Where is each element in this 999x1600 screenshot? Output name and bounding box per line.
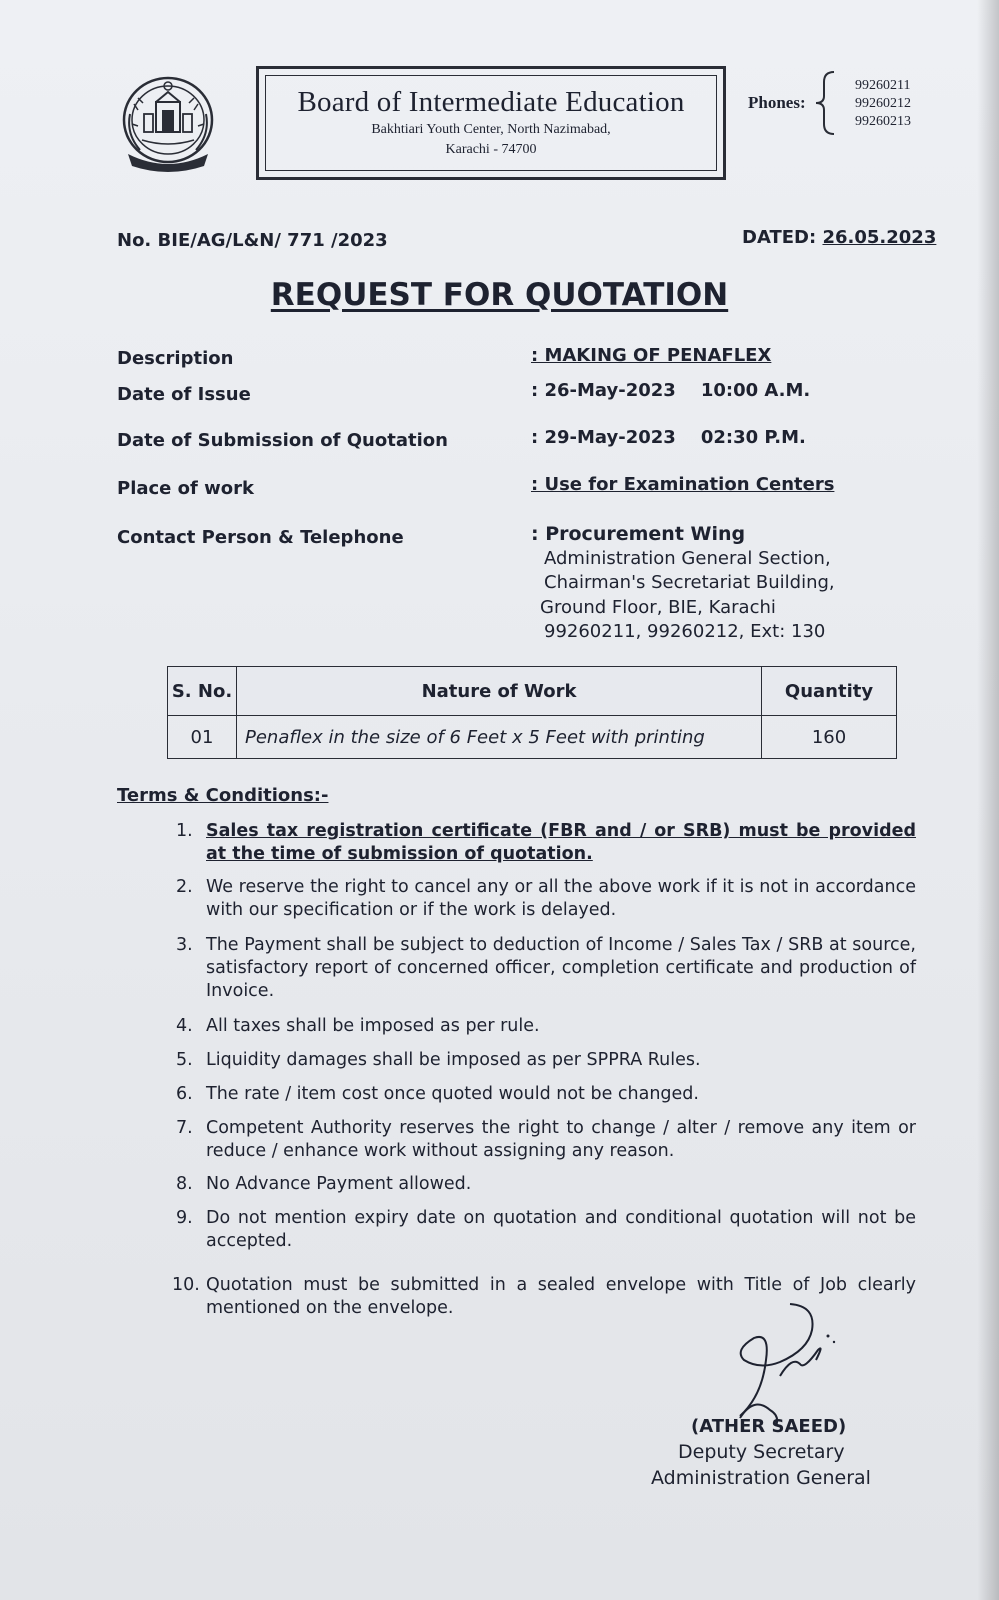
column-header-sno: S. No. — [168, 667, 237, 716]
term-text: No Advance Payment allowed. — [206, 1174, 472, 1194]
description-value: : MAKING OF PENAFLEX — [531, 345, 772, 366]
term-text: We reserve the right to cancel any or all the above work if it is not in accordance with our specification or if the work is delayed. — [206, 877, 916, 920]
organization-address-line2: Karachi - 74700 — [445, 142, 537, 157]
term-text: Competent Authority reserves the right to change / alter / remove any item or reduce / enhance work without assigning any reason. — [206, 1118, 916, 1161]
term-text: Liquidity damages shall be imposed as per SPPRA Rules. — [206, 1050, 701, 1070]
contact-line: 99260211, 99260212, Ext: 130 — [544, 621, 826, 642]
cell-sno: 01 — [168, 716, 237, 759]
submission-date-value: : 29-May-2023 02:30 P.M. — [531, 427, 806, 448]
term-item — [176, 1083, 916, 1106]
place-of-work-value: : Use for Examination Centers — [531, 474, 835, 495]
phone-numbers — [855, 77, 911, 131]
contact-line: Ground Floor, BIE, Karachi — [540, 597, 776, 618]
contact-label: Contact Person & Telephone — [117, 527, 404, 548]
contact-line: Administration General Section, — [544, 548, 831, 569]
reference-number: No. BIE/AG/L&N/ 771 /2023 — [117, 230, 388, 251]
term-text: The Payment shall be subject to deduction of Income / Sales Tax / SRB at source, satisfactory report of concerned officer, completion certificate and production of Invoice. — [206, 935, 916, 1001]
issue-date-label: Date of Issue — [117, 384, 251, 405]
place-of-work-label: Place of work — [117, 478, 254, 499]
work-table — [167, 666, 897, 759]
term-number: 1. — [176, 821, 193, 841]
term-number: 8. — [176, 1174, 193, 1194]
term-item — [176, 876, 916, 922]
table-row — [168, 716, 897, 759]
term-number: 2. — [176, 877, 193, 897]
term-item — [176, 1015, 916, 1038]
contact-line: Chairman's Secretariat Building, — [544, 572, 835, 593]
document-title — [0, 277, 999, 313]
term-text: Quotation must be submitted in a sealed envelope with Title of Job clearly mentioned on the envelope. — [206, 1275, 916, 1318]
term-number: 10. — [172, 1275, 200, 1295]
signatory-name: (ATHER SAEED) — [691, 1416, 847, 1437]
phone-number: 99260212 — [855, 96, 911, 111]
dated-value: 26.05.2023 — [822, 227, 937, 248]
term-number: 3. — [176, 935, 193, 955]
contact-value: : Procurement Wing — [531, 523, 746, 545]
document-title-text: REQUEST FOR QUOTATION — [270, 277, 729, 313]
signatory-title: Deputy Secretary — [678, 1441, 845, 1463]
phones-label: Phones: — [748, 93, 806, 112]
term-text: Sales tax registration certificate (FBR and / or SRB) must be provided at the time of submission of quotation. — [206, 821, 916, 864]
board-logo-icon — [120, 74, 216, 176]
term-number: 7. — [176, 1118, 193, 1138]
term-number: 6. — [176, 1084, 193, 1104]
term-number: 9. — [176, 1208, 193, 1228]
term-item — [176, 1207, 916, 1253]
curly-brace-icon — [812, 70, 838, 136]
organization-name: Board of Intermediate Education — [297, 86, 685, 118]
description-label: Description — [117, 348, 234, 369]
term-text: Do not mention expiry date on quotation and conditional quotation will not be accepted. — [206, 1208, 916, 1251]
term-number: 5. — [176, 1050, 193, 1070]
term-text: All taxes shall be imposed as per rule. — [206, 1016, 540, 1036]
submission-date-label: Date of Submission of Quotation — [117, 430, 448, 451]
term-item — [176, 934, 916, 1003]
dated — [742, 227, 936, 248]
term-item — [176, 1173, 916, 1196]
signatory-department: Administration General — [651, 1467, 871, 1489]
page-edge-shadow — [977, 0, 999, 1600]
term-item — [176, 1049, 916, 1072]
phone-number: 99260213 — [855, 114, 911, 129]
cell-quantity: 160 — [762, 716, 897, 759]
letterhead-box — [256, 66, 726, 180]
term-number: 4. — [176, 1016, 193, 1036]
term-item — [176, 820, 916, 866]
letterhead-inner — [265, 75, 717, 171]
organization-address-line1: Bakhtiari Youth Center, North Nazimabad, — [371, 122, 611, 137]
cell-nature: Penaflex in the size of 6 Feet x 5 Feet with printing — [237, 716, 762, 759]
term-item — [176, 1117, 916, 1163]
table-header-row — [168, 667, 897, 716]
phone-number: 99260211 — [855, 78, 911, 93]
terms-heading: Terms & Conditions:- — [117, 785, 329, 806]
dated-label: DATED: — [742, 227, 817, 248]
issue-date-value: : 26-May-2023 10:00 A.M. — [531, 380, 811, 401]
column-header-quantity: Quantity — [762, 667, 897, 716]
column-header-nature: Nature of Work — [237, 667, 762, 716]
term-text: The rate / item cost once quoted would not be changed. — [206, 1084, 699, 1104]
signature-icon — [720, 1300, 850, 1430]
